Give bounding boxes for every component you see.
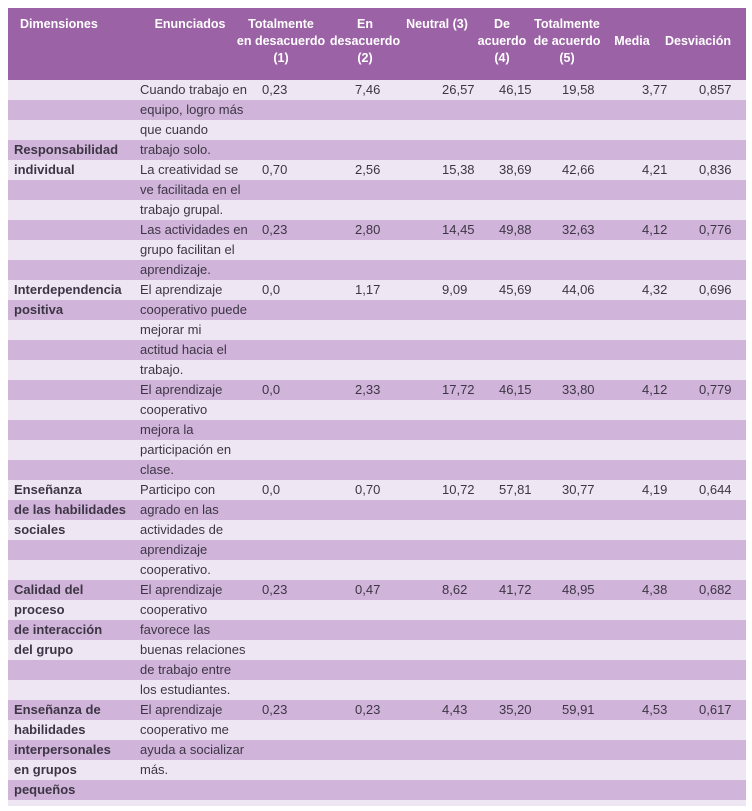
statement-text: trabajo. xyxy=(140,362,184,377)
column-header-da4 xyxy=(478,16,527,67)
table-row xyxy=(8,300,746,320)
column-header-line: de acuerdo xyxy=(533,34,601,48)
statement-text: ayuda a socializar xyxy=(140,742,245,757)
statement-text: aprendizaje xyxy=(140,542,208,557)
statement-text: buenas relaciones xyxy=(140,642,246,657)
column-header-line: acuerdo xyxy=(477,34,527,48)
value-cell: 0,23 xyxy=(355,702,381,717)
column-header-line: Desviación xyxy=(664,34,732,48)
column-header-dimensiones xyxy=(20,16,98,33)
value-cell: 1,17 xyxy=(355,282,381,297)
table-row xyxy=(8,480,746,500)
table-row xyxy=(8,120,746,140)
table-row xyxy=(8,780,746,800)
column-header-line: Totalmente xyxy=(534,17,600,31)
column-header-line: (4) xyxy=(494,51,510,65)
statement-text: grupo facilitan el xyxy=(140,242,235,257)
value-cell: 32,63 xyxy=(562,222,595,237)
value-cell: 0,70 xyxy=(355,482,381,497)
dimension-label: habilidades xyxy=(14,722,86,737)
value-cell: 4,19 xyxy=(642,482,668,497)
dimension-label: individual xyxy=(14,162,75,177)
table-row xyxy=(8,80,746,100)
value-cell: 33,80 xyxy=(562,382,595,397)
dimension-label: pequeños xyxy=(14,782,76,797)
column-header-line: De xyxy=(494,17,510,31)
table-body xyxy=(8,80,746,800)
value-cell: 0,70 xyxy=(262,162,288,177)
statement-text: clase. xyxy=(140,462,174,477)
statement-text: El aprendizaje xyxy=(140,382,223,397)
column-header-line: Enunciados xyxy=(154,17,226,31)
table-row xyxy=(8,420,746,440)
column-header-n3 xyxy=(406,16,468,33)
table-row xyxy=(8,460,746,480)
dimension-label: Interdependencia xyxy=(14,282,122,297)
value-cell: 46,15 xyxy=(499,382,532,397)
table-row xyxy=(8,500,746,520)
value-cell: 0,779 xyxy=(699,382,732,397)
statement-text: cooperativo xyxy=(140,402,208,417)
value-cell: 26,57 xyxy=(442,82,475,97)
likert-results-table xyxy=(8,8,746,806)
statement-text: Las actividades en xyxy=(140,222,248,237)
column-header-media xyxy=(614,33,649,50)
table-row xyxy=(8,740,746,760)
value-cell: 0,0 xyxy=(262,282,281,297)
dimension-label: Calidad del xyxy=(14,582,84,597)
value-cell: 59,91 xyxy=(562,702,595,717)
table-header xyxy=(8,8,746,80)
value-cell: 42,66 xyxy=(562,162,595,177)
value-cell: 0,23 xyxy=(262,702,288,717)
value-cell: 0,0 xyxy=(262,382,281,397)
statement-text: mejorar mi xyxy=(140,322,202,337)
value-cell: 0,23 xyxy=(262,582,288,597)
table-row xyxy=(8,540,746,560)
value-cell: 15,38 xyxy=(442,162,475,177)
value-cell: 48,95 xyxy=(562,582,595,597)
column-header-line: Dimensiones xyxy=(20,17,98,31)
column-header-ta5 xyxy=(534,16,601,67)
value-cell: 19,58 xyxy=(562,82,595,97)
table-row xyxy=(8,640,746,660)
statement-text: Cuando trabajo en xyxy=(140,82,247,97)
column-header-line: (1) xyxy=(273,51,289,65)
statement-text: que cuando xyxy=(140,122,208,137)
table-row xyxy=(8,520,746,540)
value-cell: 44,06 xyxy=(562,282,595,297)
value-cell: 14,45 xyxy=(442,222,475,237)
value-cell: 45,69 xyxy=(499,282,532,297)
dimension-label: sociales xyxy=(14,522,66,537)
value-cell: 0,617 xyxy=(699,702,732,717)
statement-text: actividades de xyxy=(140,522,224,537)
dimension-label: en grupos xyxy=(14,762,77,777)
table-row xyxy=(8,560,746,580)
value-cell: 2,80 xyxy=(355,222,381,237)
dimension-label: positiva xyxy=(14,302,64,317)
statement-text: más. xyxy=(140,762,169,777)
table-row xyxy=(8,620,746,640)
table-row xyxy=(8,140,746,160)
value-cell: 7,46 xyxy=(355,82,381,97)
value-cell: 2,56 xyxy=(355,162,381,177)
statement-text: Participo con xyxy=(140,482,216,497)
value-cell: 0,682 xyxy=(699,582,732,597)
column-header-line: (5) xyxy=(559,51,575,65)
dimension-label: Enseñanza xyxy=(14,482,82,497)
value-cell: 2,33 xyxy=(355,382,381,397)
statement-text: cooperativo puede xyxy=(140,302,247,317)
column-header-line: En xyxy=(357,17,373,31)
table-row xyxy=(8,380,746,400)
statement-text: cooperativo. xyxy=(140,562,211,577)
value-cell: 0,23 xyxy=(262,222,288,237)
statement-text: trabajo solo. xyxy=(140,142,211,157)
value-cell: 38,69 xyxy=(499,162,532,177)
dimension-label: Enseñanza de xyxy=(14,702,101,717)
dimension-label: de las habilidades xyxy=(14,502,126,517)
table-row xyxy=(8,400,746,420)
value-cell: 0,0 xyxy=(262,482,281,497)
table-row xyxy=(8,440,746,460)
value-cell: 17,72 xyxy=(442,382,475,397)
table-bottom-strip xyxy=(8,800,746,806)
value-cell: 4,38 xyxy=(642,582,668,597)
statement-text: La creatividad se xyxy=(140,162,239,177)
column-header-line: desacuerdo xyxy=(329,34,401,48)
value-cell: 4,43 xyxy=(442,702,468,717)
value-cell: 9,09 xyxy=(442,282,468,297)
value-cell: 35,20 xyxy=(499,702,532,717)
table-row xyxy=(8,240,746,260)
value-cell: 4,12 xyxy=(642,382,668,397)
column-header-line: (2) xyxy=(357,51,373,65)
column-header-line: Neutral (3) xyxy=(406,17,468,31)
value-cell: 4,21 xyxy=(642,162,668,177)
value-cell: 0,47 xyxy=(355,582,381,597)
statement-text: los estudiantes. xyxy=(140,682,231,697)
statement-text: participación en xyxy=(140,442,232,457)
table-row xyxy=(8,660,746,680)
table-row xyxy=(8,220,746,240)
table-row xyxy=(8,280,746,300)
column-header-ed2 xyxy=(330,16,400,67)
statement-text: mejora la xyxy=(140,422,194,437)
column-header-line: Media xyxy=(614,34,650,48)
column-header-desv xyxy=(665,33,731,50)
value-cell: 0,836 xyxy=(699,162,732,177)
statement-text: equipo, logro más xyxy=(140,102,244,117)
statement-text: agrado en las xyxy=(140,502,219,517)
table-row xyxy=(8,680,746,700)
value-cell: 0,776 xyxy=(699,222,732,237)
dimension-label: de interacción xyxy=(14,622,103,637)
dimension-label: del grupo xyxy=(14,642,74,657)
column-header-line: Totalmente xyxy=(248,17,314,31)
dimension-label: interpersonales xyxy=(14,742,111,757)
value-cell: 30,77 xyxy=(562,482,595,497)
table-row xyxy=(8,760,746,780)
value-cell: 57,81 xyxy=(499,482,532,497)
statement-text: actitud hacia el xyxy=(140,342,227,357)
statement-text: cooperativo xyxy=(140,602,208,617)
statement-text: trabajo grupal. xyxy=(140,202,224,217)
statement-text: El aprendizaje xyxy=(140,702,223,717)
table-row xyxy=(8,600,746,620)
dimension-label: Responsabilidad xyxy=(14,142,119,157)
table-row xyxy=(8,160,746,180)
table-row xyxy=(8,320,746,340)
value-cell: 0,696 xyxy=(699,282,732,297)
value-cell: 4,32 xyxy=(642,282,668,297)
value-cell: 0,23 xyxy=(262,82,288,97)
table-row xyxy=(8,100,746,120)
table-row xyxy=(8,260,746,280)
value-cell: 8,62 xyxy=(442,582,468,597)
value-cell: 4,53 xyxy=(642,702,668,717)
statement-text: ve facilitada en el xyxy=(140,182,241,197)
column-header-enunciados xyxy=(155,16,226,33)
statement-text: aprendizaje. xyxy=(140,262,211,277)
column-header-line: en desacuerdo xyxy=(236,34,326,48)
value-cell: 46,15 xyxy=(499,82,532,97)
dimension-label: proceso xyxy=(14,602,65,617)
value-cell: 0,857 xyxy=(699,82,732,97)
value-cell: 10,72 xyxy=(442,482,475,497)
value-cell: 0,644 xyxy=(699,482,732,497)
statement-text: de trabajo entre xyxy=(140,662,232,677)
table-row xyxy=(8,180,746,200)
table-row xyxy=(8,200,746,220)
table-row xyxy=(8,340,746,360)
table-row xyxy=(8,720,746,740)
column-header-td1 xyxy=(237,16,325,67)
value-cell: 4,12 xyxy=(642,222,668,237)
table-row xyxy=(8,360,746,380)
statement-text: El aprendizaje xyxy=(140,582,223,597)
value-cell: 49,88 xyxy=(499,222,532,237)
value-cell: 41,72 xyxy=(499,582,532,597)
statement-text: El aprendizaje xyxy=(140,282,223,297)
value-cell: 3,77 xyxy=(642,82,668,97)
table-row xyxy=(8,580,746,600)
statement-text: cooperativo me xyxy=(140,722,229,737)
statement-text: favorece las xyxy=(140,622,211,637)
table-row xyxy=(8,700,746,720)
